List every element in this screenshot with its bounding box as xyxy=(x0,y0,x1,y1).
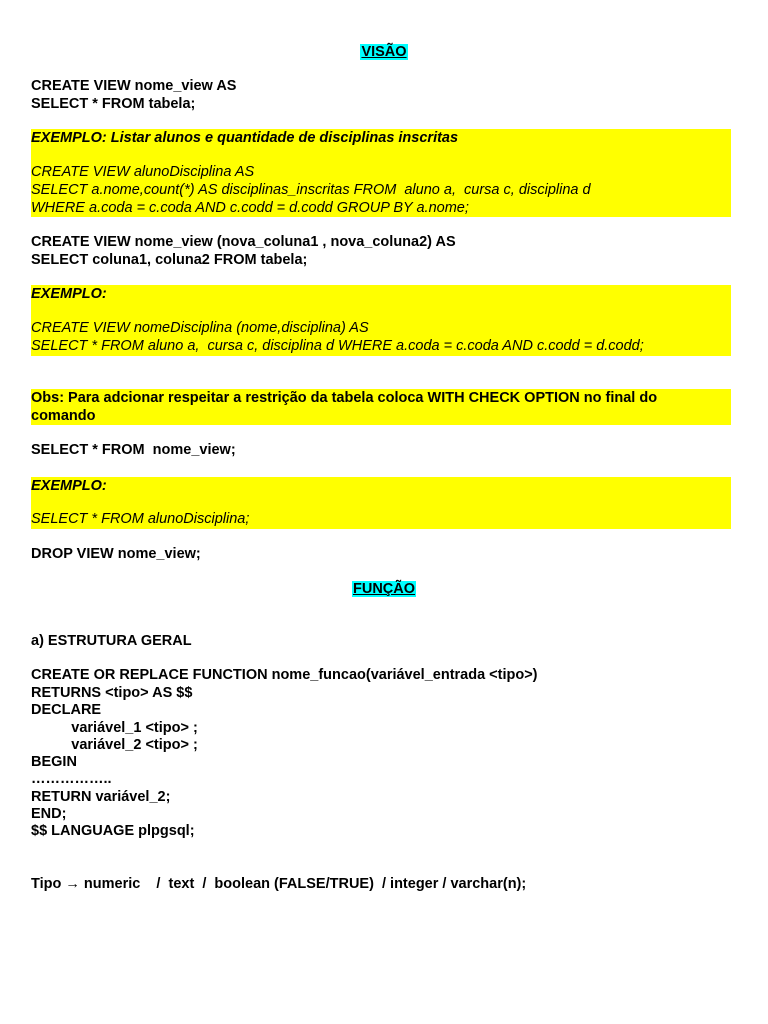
function-code-line: …………….. xyxy=(31,771,112,787)
drop-view-syntax: DROP VIEW nome_view; xyxy=(31,546,201,562)
obs-line: Obs: Para adcionar respeitar a restrição da tabela coloca WITH CHECK OPTION no final do xyxy=(31,390,658,406)
example-title: EXEMPLO: Listar alunos e quantidade de disciplinas inscritas xyxy=(31,130,459,146)
create-view-syntax: CREATE VIEW nome_view AS xyxy=(31,78,237,94)
function-code-line: variável_1 <tipo> ; xyxy=(31,720,198,736)
example-block-3 xyxy=(31,477,731,529)
visao-title: VISÃO xyxy=(361,44,407,60)
function-code-line: BEGIN xyxy=(31,754,77,770)
funcao-subtitle: a) ESTRUTURA GERAL xyxy=(31,633,192,649)
section-title-visao xyxy=(0,44,768,61)
create-view-columns-syntax: CREATE VIEW nome_view (nova_coluna1 , nova_coluna2) AS xyxy=(31,234,456,250)
obs-line: comando xyxy=(31,408,96,424)
function-code-line: $$ LANGUAGE plpgsql; xyxy=(31,823,195,839)
function-code-line: CREATE OR REPLACE FUNCTION nome_funcao(variável_entrada <tipo>) xyxy=(31,667,538,683)
select-columns-syntax: SELECT coluna1, coluna2 FROM tabela; xyxy=(31,252,308,268)
function-code-line: RETURNS <tipo> AS $$ xyxy=(31,685,193,701)
example-code-line: CREATE VIEW alunoDisciplina AS xyxy=(31,164,255,180)
example-code-line: SELECT a.nome,count(*) AS disciplinas_inscritas FROM aluno a, cursa c, disciplina d xyxy=(31,182,591,198)
example-code-line: SELECT * FROM aluno a, cursa c, disciplina d WHERE a.coda = c.coda AND c.codd = d.codd; xyxy=(31,338,644,354)
select-syntax: SELECT * FROM tabela; xyxy=(31,96,196,112)
obs-note xyxy=(31,389,731,425)
example-code-line: SELECT * FROM alunoDisciplina; xyxy=(31,511,250,527)
example-code-line: WHERE a.coda = c.coda AND c.codd = d.codd GROUP BY a.nome; xyxy=(31,200,469,216)
example-code-line: CREATE VIEW nomeDisciplina (nome,disciplina) AS xyxy=(31,320,369,336)
function-code-line: DECLARE xyxy=(31,702,102,718)
tipo-line: Tipo → numeric / text / boolean (FALSE/TRUE) / integer / varchar(n); xyxy=(31,876,527,892)
example-title: EXEMPLO: xyxy=(31,286,107,302)
function-code-line: variável_2 <tipo> ; xyxy=(31,737,198,753)
function-code-line: RETURN variável_2; xyxy=(31,789,171,805)
select-view-syntax: SELECT * FROM nome_view; xyxy=(31,442,236,458)
example-block-1 xyxy=(31,129,731,217)
section-title-funcao xyxy=(0,581,768,598)
example-title: EXEMPLO: xyxy=(31,478,107,494)
funcao-title: FUNÇÃO xyxy=(352,581,416,597)
example-block-2 xyxy=(31,285,731,356)
function-code-line: END; xyxy=(31,806,67,822)
